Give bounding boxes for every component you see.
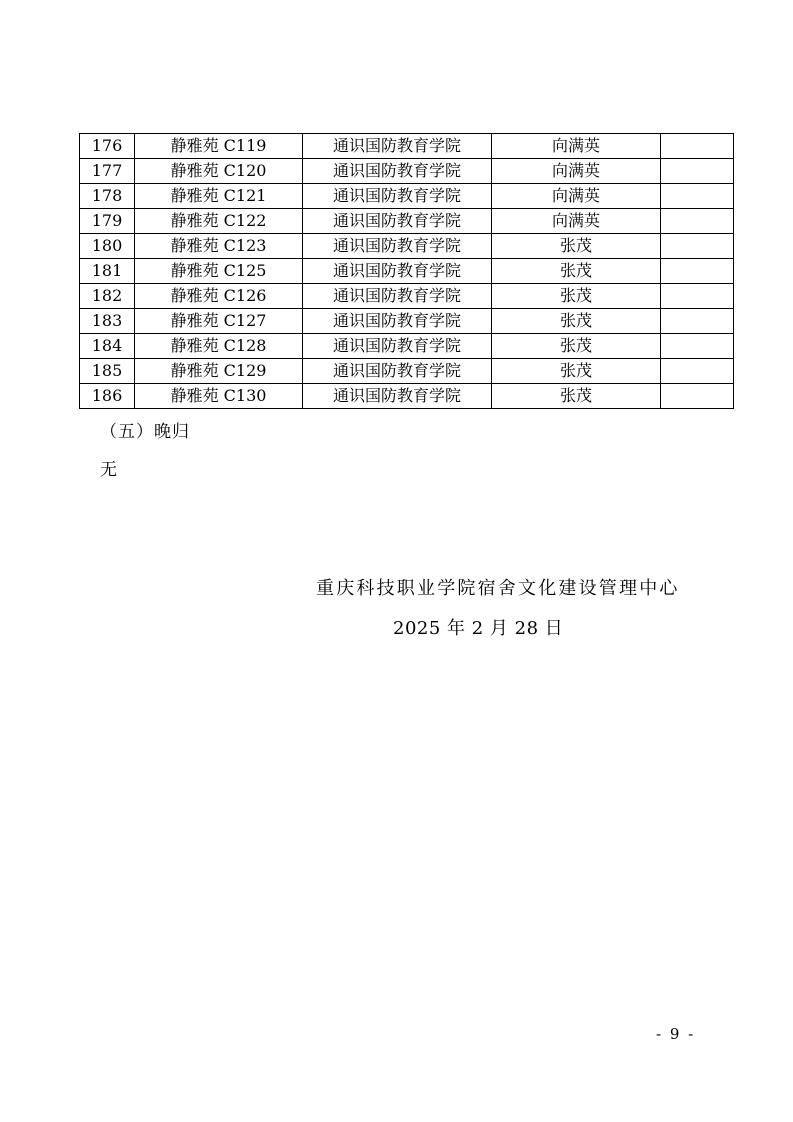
row-number: 182 xyxy=(80,284,135,309)
table-row xyxy=(80,334,734,359)
table-row xyxy=(80,134,734,159)
college: 通识国防教育学院 xyxy=(303,184,492,209)
remark xyxy=(661,284,734,309)
table-row xyxy=(80,384,734,409)
remark xyxy=(661,209,734,234)
staff-name: 向满英 xyxy=(492,184,661,209)
dorm-room: 静雅苑 C123 xyxy=(135,234,303,259)
dorm-room: 静雅苑 C127 xyxy=(135,309,303,334)
table-row xyxy=(80,209,734,234)
college: 通识国防教育学院 xyxy=(303,359,492,384)
remark xyxy=(661,309,734,334)
row-number: 179 xyxy=(80,209,135,234)
row-number: 184 xyxy=(80,334,135,359)
table-row xyxy=(80,284,734,309)
college: 通识国防教育学院 xyxy=(303,309,492,334)
row-number: 178 xyxy=(80,184,135,209)
table-row xyxy=(80,234,734,259)
dorm-room: 静雅苑 C126 xyxy=(135,284,303,309)
staff-name: 张茂 xyxy=(492,259,661,284)
staff-name: 向满英 xyxy=(492,209,661,234)
remark xyxy=(661,159,734,184)
dorm-room: 静雅苑 C128 xyxy=(135,334,303,359)
row-number: 181 xyxy=(80,259,135,284)
college: 通识国防教育学院 xyxy=(303,209,492,234)
staff-name: 张茂 xyxy=(492,284,661,309)
college: 通识国防教育学院 xyxy=(303,259,492,284)
table-row xyxy=(80,184,734,209)
row-number: 180 xyxy=(80,234,135,259)
remark xyxy=(661,359,734,384)
row-number: 185 xyxy=(80,359,135,384)
row-number: 176 xyxy=(80,134,135,159)
college: 通识国防教育学院 xyxy=(303,384,492,409)
college: 通识国防教育学院 xyxy=(303,284,492,309)
remark xyxy=(661,384,734,409)
staff-name: 向满英 xyxy=(492,134,661,159)
remark xyxy=(661,259,734,284)
remark xyxy=(661,234,734,259)
college: 通识国防教育学院 xyxy=(303,334,492,359)
staff-name: 张茂 xyxy=(492,359,661,384)
dorm-room: 静雅苑 C130 xyxy=(135,384,303,409)
row-number: 186 xyxy=(80,384,135,409)
staff-name: 张茂 xyxy=(492,384,661,409)
dorm-room: 静雅苑 C129 xyxy=(135,359,303,384)
section-body-text: 无 xyxy=(100,460,117,480)
dorm-room: 静雅苑 C122 xyxy=(135,209,303,234)
dorm-room: 静雅苑 C121 xyxy=(135,184,303,209)
table-row xyxy=(80,259,734,284)
table-row xyxy=(80,309,734,334)
remark xyxy=(661,134,734,159)
staff-name: 张茂 xyxy=(492,234,661,259)
row-number: 177 xyxy=(80,159,135,184)
staff-name: 向满英 xyxy=(492,159,661,184)
table-row xyxy=(80,159,734,184)
remark xyxy=(661,184,734,209)
college: 通识国防教育学院 xyxy=(303,134,492,159)
staff-name: 张茂 xyxy=(492,334,661,359)
section-heading-late-return: （五）晚归 xyxy=(100,422,190,442)
college: 通识国防教育学院 xyxy=(303,159,492,184)
remark xyxy=(661,334,734,359)
issue-date: 2025 年 2 月 28 日 xyxy=(393,618,564,639)
page-number: - 9 - xyxy=(656,1025,696,1043)
row-number: 183 xyxy=(80,309,135,334)
dorm-room: 静雅苑 C120 xyxy=(135,159,303,184)
dormitory-table-body xyxy=(80,134,734,409)
table-row xyxy=(80,359,734,384)
dormitory-table xyxy=(79,133,734,409)
staff-name: 张茂 xyxy=(492,309,661,334)
college: 通识国防教育学院 xyxy=(303,234,492,259)
dorm-room: 静雅苑 C125 xyxy=(135,259,303,284)
dorm-room: 静雅苑 C119 xyxy=(135,134,303,159)
issuer-name: 重庆科技职业学院宿舍文化建设管理中心 xyxy=(316,578,680,599)
